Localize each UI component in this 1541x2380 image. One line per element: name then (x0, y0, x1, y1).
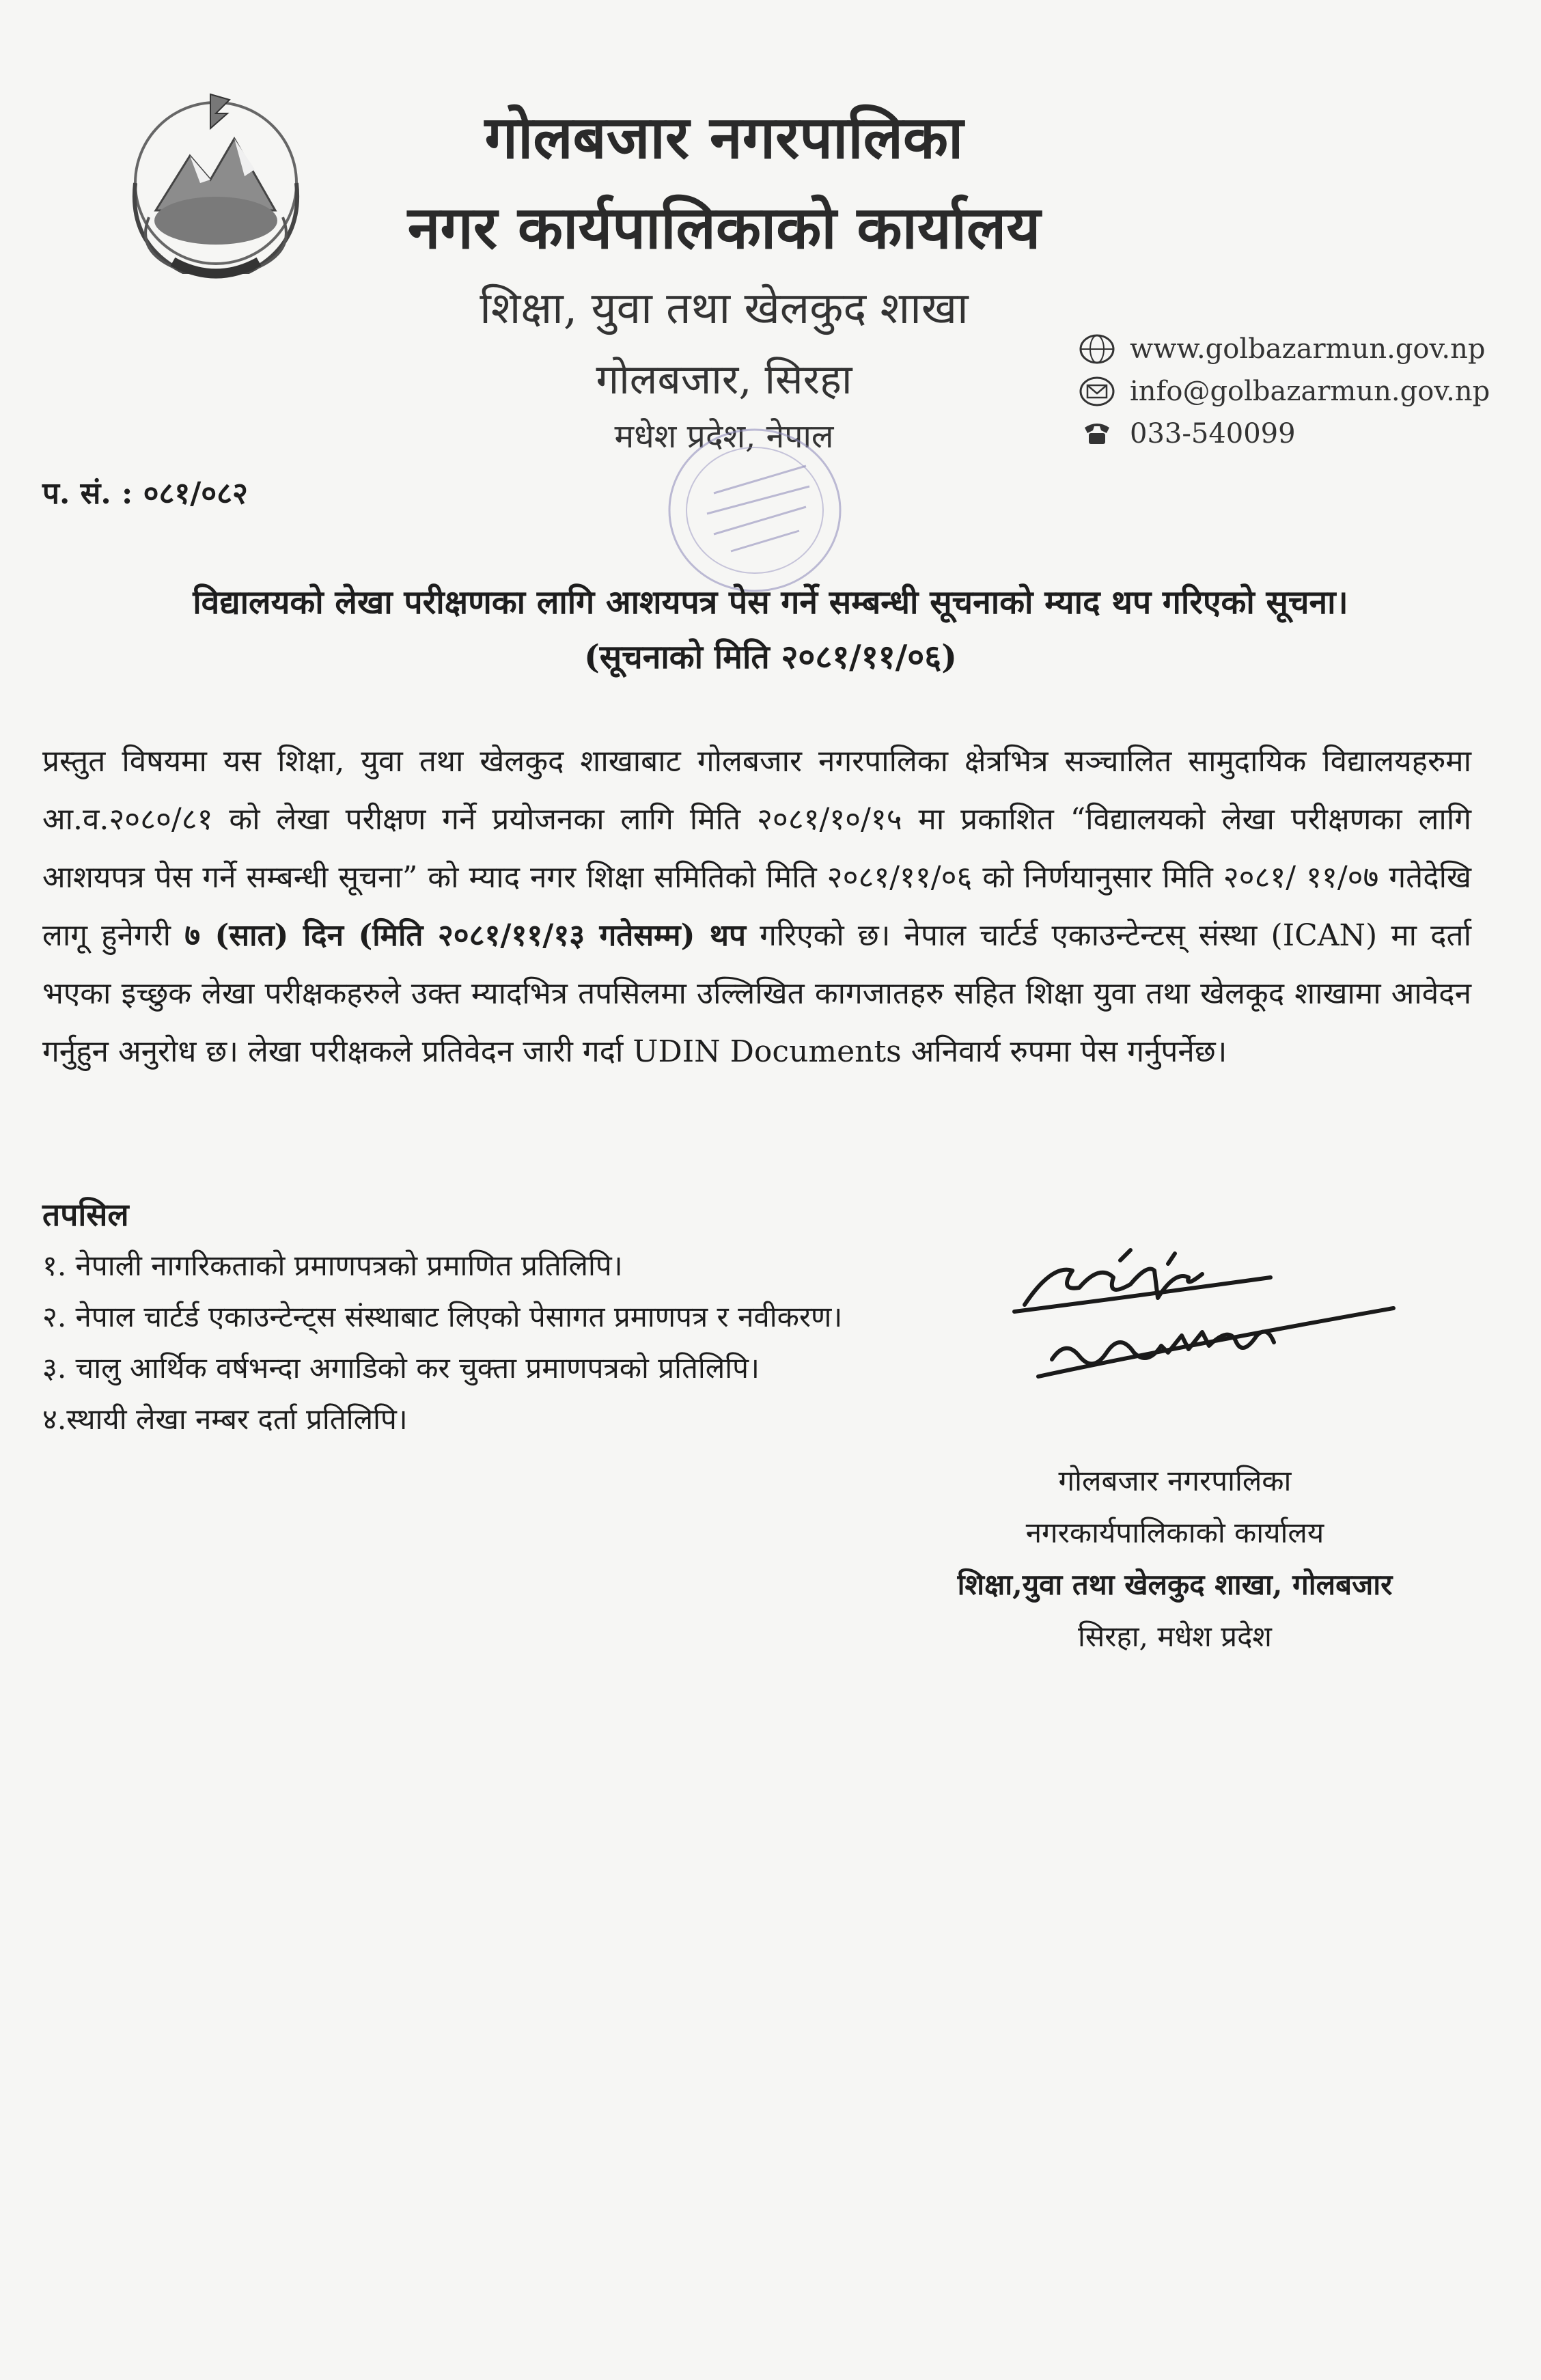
reference-number: प. सं. : ०८१/०८२ (42, 476, 248, 511)
email-link[interactable]: info@golbazarmun.gov.np (1130, 376, 1490, 407)
annex-item: ३. चालु आर्थिक वर्षभन्दा अगाडिको कर चुक्ता प्रमाणपत्रको प्रतिलिपि। (42, 1351, 760, 1385)
sig-office-name: नगरकार्यपालिकाको कार्यालय (1025, 1516, 1324, 1549)
province-name: मधेश प्रदेश, नेपाल (614, 417, 834, 456)
office-stamp-icon (611, 418, 898, 599)
phone-row (1079, 413, 1530, 455)
sig-location: सिरहा, मधेश प्रदेश (1078, 1620, 1272, 1653)
sig-org-name: गोलबजार नगरपालिका (1058, 1464, 1292, 1497)
notice-body (42, 732, 1471, 1081)
body-text-2: गरिएको छ। नेपाल चार्टर्ड एकाउन्टेन्टस् संस्था (ICAN) मा दर्ता भएका इच्छुक लेखा परीक्षकहरुले उक्त म्यादभित्र तपसिलमा उल्लिखित कागजातहरु सहित शिक्षा युवा तथा खेलकूद शाखामा आवेदन गर्नुहुन अनुरोध छ। लेखा परीक्षकले प्रतिवेदन जारी गर्दा UDIN Documents अनिवार्य रुपमा पेस गर्नुपर्नेछ। (42, 918, 1472, 1069)
branch-name: शिक्षा, युवा तथा खेलकुद शाखा (480, 283, 969, 334)
email-row (1079, 370, 1530, 413)
notice-date: (सूचनाको मिति २०८१/११/०६) (584, 638, 957, 676)
annex-item: १. नेपाली नागरिकताको प्रमाणपत्रको प्रमाणित प्रतिलिपि। (42, 1249, 623, 1282)
phone-icon (1079, 418, 1115, 449)
organization-name: गोलबजार नगरपालिका (484, 103, 964, 172)
annex-item: ४.स्थायी लेखा नम्बर दर्ता प्रतिलिपि। (42, 1402, 408, 1436)
signature-block (874, 1455, 1475, 1663)
nepal-government-emblem-icon (108, 81, 324, 286)
annex-title: तपसिल (42, 1196, 129, 1233)
website-row (1079, 328, 1530, 370)
phone-number: 033-540099 (1130, 418, 1296, 449)
website-link[interactable]: www.golbazarmun.gov.np (1130, 333, 1486, 365)
globe-icon (1079, 333, 1115, 365)
handwritten-signature-icon (1011, 1223, 1407, 1390)
annex-item: २. नेपाल चार्टर्ड एकाउन्टेन्ट्स संस्थाबाट लिएको पेसागत प्रमाणपत्र र नवीकरण। (42, 1300, 843, 1333)
body-text-1: प्रस्तुत विषयमा यस शिक्षा, युवा तथा खेलकुद शाखाबाट गोलबजार नगरपालिका क्षेत्रभित्र सञ्चालित सामुदायिक विद्यालयहरुमा आ.व.२०८०/८१ को लेखा परीक्षण गर्ने प्रयोजनका लागि मिति २०८१/१०/१५ मा प्रकाशित “विद्यालयको लेखा परीक्षणका लागि आशयपत्र पेस गर्ने सम्बन्धी सूचना” को म्याद नगर शिक्षा समितिको मिति २०८१/११/०६ को निर्णयानुसार मिति २०८१/ ११/०७ गतेदेखि लागू हुनेगरी (42, 744, 1471, 953)
annex-list (42, 1240, 842, 1445)
envelope-icon (1079, 376, 1115, 407)
body-text-bold: ७ (सात) दिन (मिति २०८१/११/१३ गतेसम्म) थप (184, 918, 746, 953)
contact-info (1079, 328, 1530, 455)
sig-branch-name: शिक्षा,युवा तथा खेलकुद शाखा, गोलबजार (957, 1568, 1393, 1601)
notice-subject: विद्यालयको लेखा परीक्षणका लागि आशयपत्र पेस गर्ने सम्बन्धी सूचनाको म्याद थप गरिएको सूचना। (193, 583, 1348, 622)
office-name: नगर कार्यपालिकाको कार्यालय (407, 193, 1041, 262)
place-name: गोलबजार, सिरहा (596, 356, 852, 404)
